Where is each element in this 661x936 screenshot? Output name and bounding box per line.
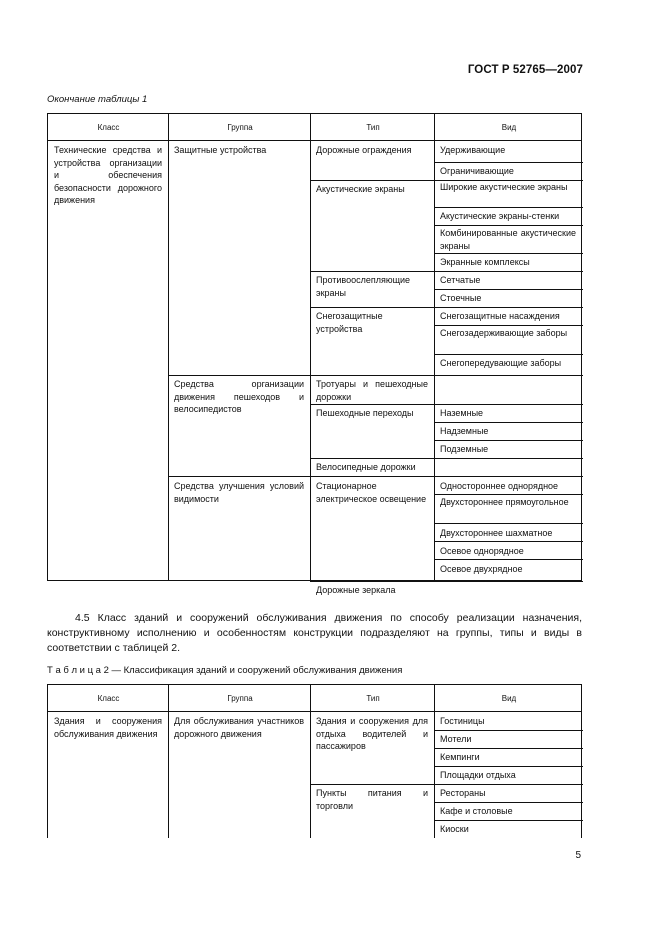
table2-header [48, 685, 581, 712]
table2-type-1: Здания и сооружения для отдыха водителей и пассажиров [316, 716, 428, 751]
table1-kind-6: Экранные комплексы [440, 257, 530, 267]
table1-kind-13: Надземные [440, 426, 489, 436]
table1-kind-4: Акустические экраны-стенки [440, 211, 560, 221]
table1-class-cell: Технические средства и устройства организации и обеспечения безопасности дорожного движения [54, 145, 162, 205]
table1-type-7: Велосипедные дорожки [316, 462, 416, 472]
table1-caption: Окончание таблицы 1 [47, 94, 148, 105]
table-1 [47, 113, 582, 595]
table1-col-class: Класс [97, 122, 120, 132]
table2-kind-1: Гостиницы [440, 716, 485, 726]
table1-kind-1: Удерживающие [440, 145, 506, 155]
table2-kind-3: Кемпинги [440, 752, 480, 762]
table1-kind-17: Двухстороннее шахматное [440, 528, 553, 538]
table2-col-group: Группа [227, 693, 253, 703]
table2-kind-7: Киоски [440, 824, 469, 834]
page-number: 5 [575, 850, 581, 861]
table1-kind-19: Осевое двухрядное [440, 564, 523, 574]
table1-header [48, 114, 581, 141]
table1-col-type: Тип [366, 122, 380, 132]
table1-kind-12: Наземные [440, 408, 484, 418]
table1-kind-16: Двухстороннее прямоугольное [440, 497, 569, 507]
table1-kind-3: Широкие акустические экраны [440, 182, 568, 192]
table2-class-cell: Здания и сооружения обслуживания движения [54, 716, 162, 739]
table2-kind-6: Кафе и столовые [440, 806, 513, 816]
table1-kind-2: Ограничивающие [440, 166, 514, 176]
table1-kind-5: Комбинированные акустические экраны [440, 228, 576, 251]
table1-kind-9: Снегозащитные насаждения [440, 311, 560, 321]
table1-type-5: Тротуары и пешеходные дорожки [316, 379, 428, 402]
table2-caption: Т а б л и ц а 2 — Классификация зданий и сооружений обслуживания движения [47, 665, 403, 676]
table-2 [47, 684, 582, 838]
table1-kind-18: Осевое однорядное [440, 546, 524, 556]
table2-kind-4: Площадки отдыха [440, 770, 516, 780]
table1-type-4: Снегозащитные устройства [316, 311, 383, 334]
table1-group-2: Средства организации движения пешеходов и велосипедистов [174, 379, 304, 414]
table2-col-class: Класс [97, 693, 120, 703]
table2-kind-2: Мотели [440, 734, 472, 744]
table1-group-1: Защитные устройства [174, 145, 267, 155]
table1-type-9: Дорожные зеркала [316, 585, 396, 595]
table1-type-8: Стационарное электрическое освещение [316, 481, 427, 504]
table1-kind-11: Снегопередувающие заборы [440, 358, 562, 368]
table1-col-kind: Вид [501, 122, 517, 132]
table2-col-type: Тип [366, 693, 380, 703]
table1-type-3: Противоослепляющие экраны [316, 275, 411, 298]
table2-kind-5: Рестораны [440, 788, 486, 798]
table1-type-1: Дорожные ограждения [316, 145, 412, 155]
table1-kind-15: Одностороннее однорядное [440, 481, 559, 491]
table1-kind-8: Стоечные [440, 293, 482, 303]
table2-type-2: Пункты питания и торговли [316, 788, 428, 811]
table1-type-2: Акустические экраны [316, 184, 405, 194]
table1-col-group: Группа [227, 122, 253, 132]
table2-group-cell: Для обслуживания участников дорожного движения [174, 716, 304, 739]
document-code: ГОСТ Р 52765—2007 [467, 64, 583, 76]
table1-kind-10: Снегозадерживающие заборы [440, 328, 568, 338]
section-4-5-paragraph: 4.5 Класс зданий и сооружений обслуживания движения по способу реализации назначения, конструктивному исполнению и особенностям конструкции подразделяют на группы, типы и виды в соответствии с таблицей 2. [47, 612, 582, 654]
table1-type-6: Пешеходные переходы [316, 408, 414, 418]
table1-group-3: Средства улучшения условий видимости [174, 481, 304, 504]
table2-col-kind: Вид [501, 693, 517, 703]
table1-kind-14: Подземные [440, 444, 489, 454]
table1-kind-7: Сетчатые [440, 275, 481, 285]
